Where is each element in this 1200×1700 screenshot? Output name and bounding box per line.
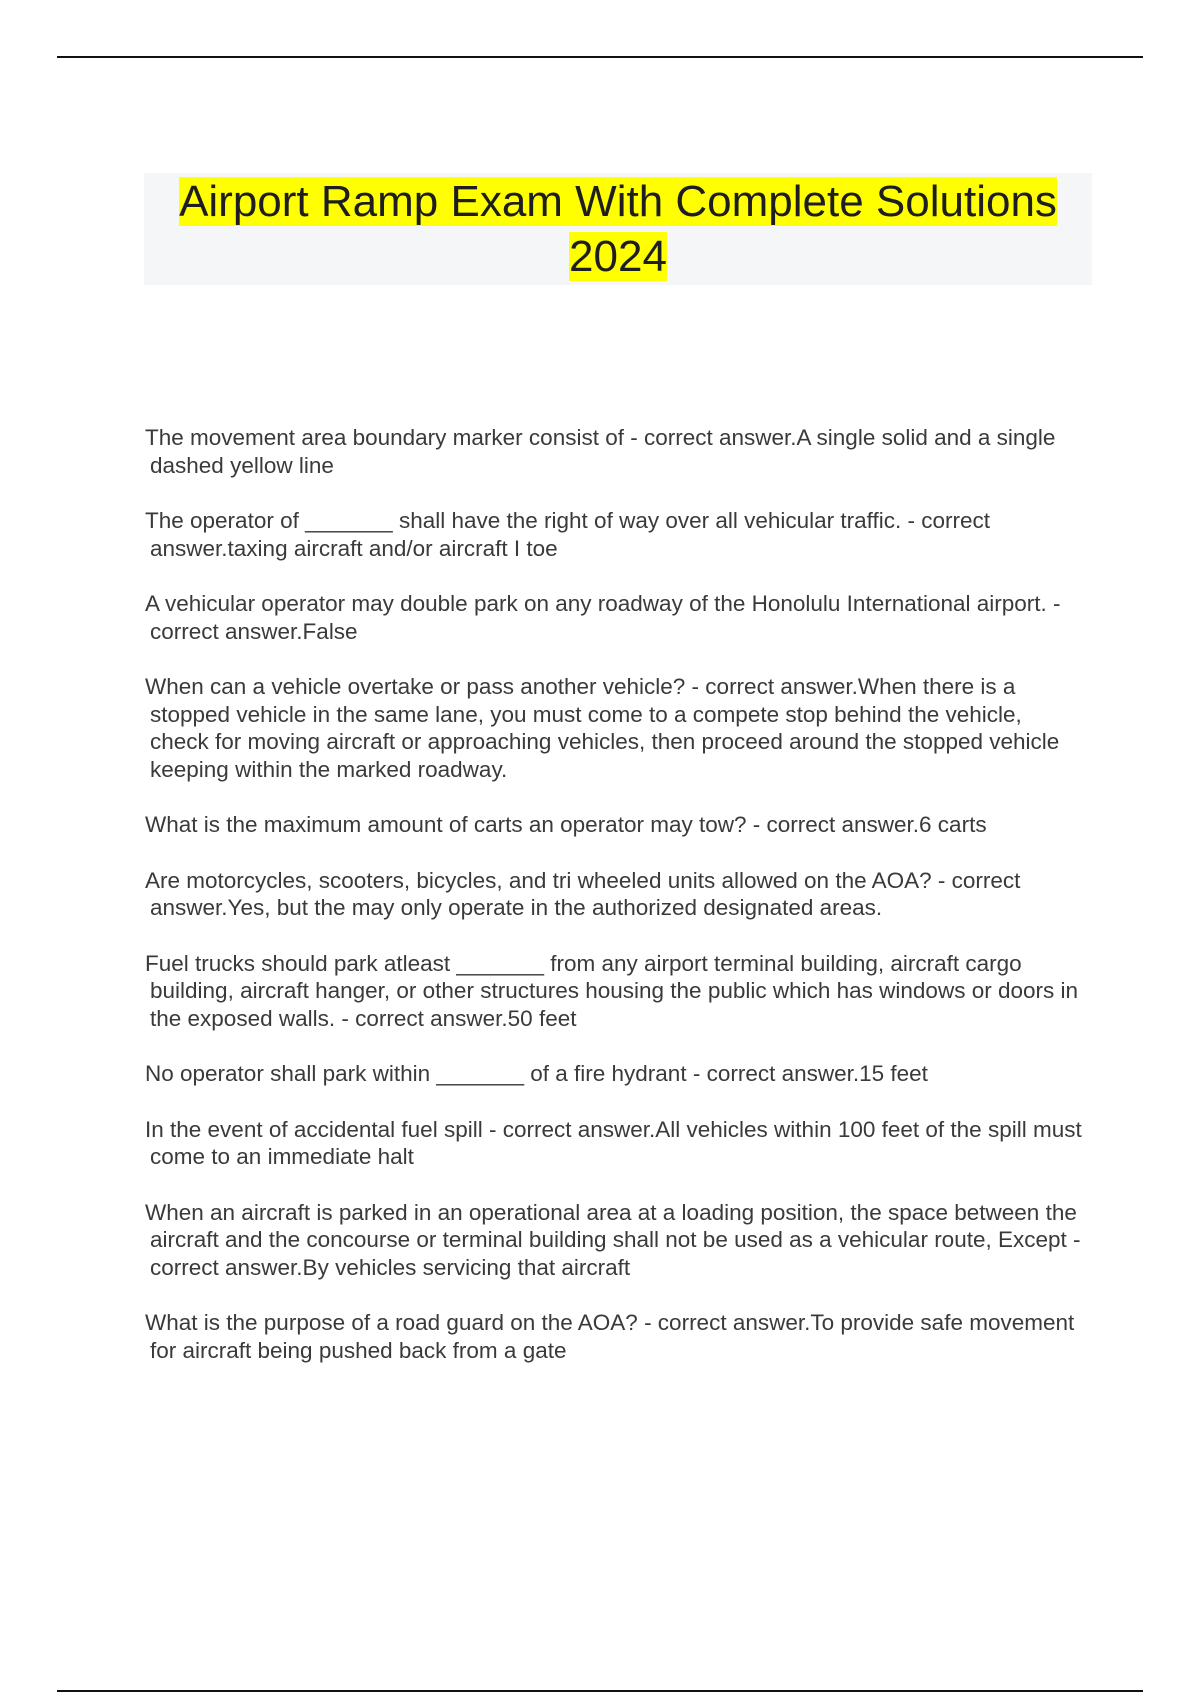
title-band: [144, 173, 1092, 285]
qa-item: In the event of accidental fuel spill - correct answer.All vehicles within 100 feet of the spill must come to an immediate halt: [145, 1116, 1082, 1169]
document-title: [144, 174, 1092, 284]
qa-item: Are motorcycles, scooters, bicycles, and tri wheeled units allowed on the AOA? - correct answer.Yes, but the may only operate in the authorized designated areas.: [145, 867, 1021, 920]
qa-item: Fuel trucks should park atleast _______ from any airport terminal building, aircraft cargo building, aircraft hanger, or other structures housing the public which has windows or doors in the exposed walls. - correct answer.50 feet: [145, 950, 1079, 1031]
qa-item: A vehicular operator may double park on any roadway of the Honolulu International airport. - correct answer.False: [145, 591, 1061, 644]
qa-item: No operator shall park within _______ of a fire hydrant - correct answer.15 feet: [145, 1061, 928, 1086]
qa-item: What is the maximum amount of carts an operator may tow? - correct answer.6 carts: [145, 812, 987, 837]
qa-item: When can a vehicle overtake or pass another vehicle? - correct answer.When there is a stopped vehicle in the same lane, you must come to a compete stop behind the vehicle, check for moving aircraft or approaching vehicles, then proceed around the stopped vehicle keeping within the marked roadway.: [145, 674, 1060, 782]
qa-item: When an aircraft is parked in an operational area at a loading position, the space between the aircraft and the concourse or terminal building shall not be used as a vehicular route, Except - correct answer.By vehicles servicing that aircraft: [145, 1199, 1081, 1280]
qa-item: What is the purpose of a road guard on the AOA? - correct answer.To provide safe movement for aircraft being pushed back from a gate: [145, 1310, 1075, 1363]
qa-item: The operator of _______ shall have the right of way over all vehicular traffic. - correct answer.taxing aircraft and/or aircraft I toe: [145, 508, 991, 561]
footer-rule: [57, 1690, 1143, 1692]
question-answer-list: [145, 424, 1085, 1392]
header-rule: [57, 56, 1143, 58]
qa-item: The movement area boundary marker consist of - correct answer.A single solid and a single dashed yellow line: [145, 425, 1056, 478]
document-title-text: Airport Ramp Exam With Complete Solutions 2024: [179, 177, 1057, 281]
